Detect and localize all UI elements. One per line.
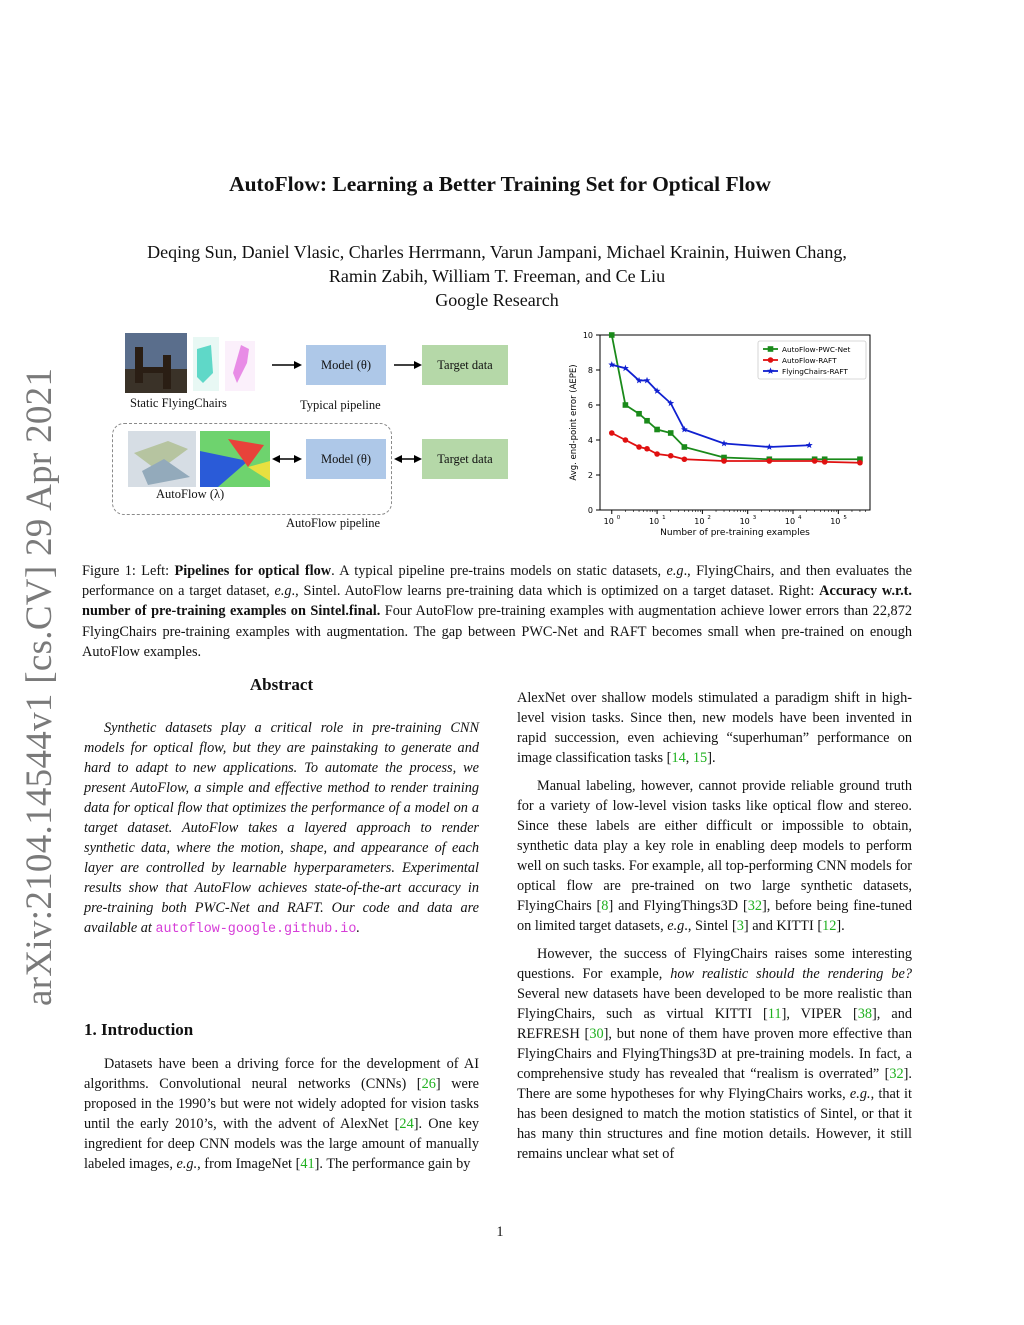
caption-text: Figure 1: Left: (82, 563, 175, 579)
author-block (82, 240, 912, 312)
right-column (517, 688, 912, 1164)
x-tick-label: 10 (830, 517, 841, 526)
x-tick-exponent: 5 (843, 515, 847, 521)
body-text: AlexNet over shallow models stimulated a paradigm shift in high-level vision tasks. Since then, new models have been invented in rapid succession, even achieving “superhuman” performance on image classification tasks [ (517, 690, 912, 766)
x-tick-exponent: 3 (752, 515, 757, 521)
body-text: ., Sintel [ (684, 918, 737, 934)
legend (758, 341, 866, 379)
body-text: Manual labeling, however, cannot provide reliable ground truth for a variety of low-level vision tasks like optical flow and stereo. Since these labels are either difficult or impossible to obtain, synthetic data play a key role in enabling deep models to perform well on such tasks. For example, all top-performing CNN models for optical flow are pre-trained on two large synthetic datasets, FlyingChairs [ (517, 778, 912, 914)
data-point (636, 444, 642, 450)
y-tick-label: 6 (587, 401, 593, 410)
body-text: ] and FlyingThings3D [ (608, 898, 748, 914)
y-tick-label: 0 (587, 506, 593, 515)
data-point (682, 444, 688, 450)
data-point (668, 453, 674, 459)
citation-link[interactable]: 14 (671, 750, 686, 766)
figure-caption (82, 561, 912, 662)
y-tick-label: 8 (587, 366, 593, 375)
y-tick-label: 10 (582, 331, 593, 340)
citation-link[interactable]: 11 (767, 1006, 782, 1022)
body-text: However, the success of FlyingChairs raises some interesting questions. For example, (517, 946, 912, 982)
intro-body (84, 1054, 479, 1174)
body-text: ]. There are some hypotheses for why FlyingChairs works, (517, 1066, 912, 1102)
caption-italic: e.g (666, 563, 684, 579)
legend-marker (768, 346, 774, 352)
data-point (609, 430, 615, 436)
body-text: ], but none of them have proven more effective than FlyingChairs and FlyingThings3D at pre-training models. In fact, a comprehensive study has revealed that “realism is overrated” [ (517, 1026, 912, 1082)
pipeline-diagram (100, 325, 540, 540)
abstract-body: Synthetic datasets play a critical role in pre-training CNN models for optical flow, but they are painstaking to generate and hard to adapt to new applications. To automate the process, we present AutoFlow, a simple and effective method to render training data for optical flow that optimizes the performance of a model on a target dataset. AutoFlow takes a layered approach to render synthetic data, where the motion, shape, and appearance of each layer are controlled by learnable hyperparameters. Experimental results show that AutoFlow achieves state-of-the-art accuracy in pre-training both PWC-Net and RAFT. Our code and data are available at autoflow-google.github.io. (84, 720, 479, 937)
data-point (654, 427, 660, 433)
page-number: 1 (496, 1224, 504, 1240)
target-data-box: Target data (422, 345, 508, 385)
intro-text: Datasets have been a driving force for the development of AI algorithms. Convolutional neural networks (CNNs) [ (84, 1056, 479, 1092)
intro-text: ]. One key ingredient for deep CNN models was the large amount of manually labeled images, (84, 1116, 479, 1172)
body-text: Several new datasets have been developed to be more realistic than FlyingChairs, such as virtual KITTI [ (517, 986, 912, 1022)
paper-title: AutoFlow: Learning a Better Training Set for Optical Flow (229, 172, 771, 196)
x-tick-label: 10 (603, 517, 614, 526)
legend-label: AutoFlow-PWC-Net (782, 344, 851, 354)
x-tick-exponent: 1 (662, 515, 666, 521)
data-point (623, 402, 629, 408)
data-point (822, 459, 828, 465)
x-tick-label: 10 (694, 517, 705, 526)
body-text: ]. (707, 750, 716, 766)
x-tick-label: 10 (784, 517, 796, 526)
citation-link[interactable]: 15 (692, 750, 708, 766)
autoflow-lambda-label: AutoFlow (λ) (156, 487, 225, 501)
citation-link[interactable]: 24 (399, 1116, 414, 1132)
data-point (812, 458, 818, 464)
project-link[interactable]: autoflow-google.github.io (155, 922, 357, 937)
authors-line-2: Ramin Zabih, William T. Freeman, and Ce Liu (328, 266, 666, 286)
body-italic: e.g (667, 918, 685, 934)
intro-text: ] were proposed in the 1990’s but were not widely adopted for vision tasks until the early 2010’s, with the advent of AlexNet [ (84, 1076, 479, 1132)
body-text: ], before being fine-tuned on limited target datasets, (517, 898, 912, 934)
citation-link[interactable]: 12 (822, 918, 837, 934)
data-point (654, 451, 660, 457)
arrowhead (414, 361, 422, 369)
caption-text: Four AutoFlow pre-training examples with augmentation achieve lower errors than 22,872 FlyingChairs pre-training examples with augmentation. The gap between PWC-Net and RAFT becomes small when pre-trained on enough AutoFlow examples. (82, 603, 913, 660)
x-tick-exponent: 0 (616, 515, 621, 521)
arrowhead (272, 455, 280, 463)
body-text: , (685, 750, 693, 766)
y-tick-label: 2 (587, 471, 593, 480)
caption-text: . A typical pipeline pre-trains models on static datasets, (331, 563, 667, 579)
citation-link[interactable]: 3 (736, 918, 744, 934)
data-point (767, 458, 773, 464)
data-point (668, 430, 674, 436)
target-data-box-2: Target data (422, 439, 508, 479)
static-flyingchairs-label: Static FlyingChairs (130, 396, 227, 410)
legend-label: FlyingChairs-RAFT (782, 366, 848, 376)
data-point (721, 458, 727, 464)
authors-line-1: Deqing Sun, Daniel Vlasic, Charles Herrmann, Varun Jampani, Michael Krainin, Huiwen Chang, (147, 242, 847, 262)
intro-italic: e.g. (176, 1156, 198, 1172)
abstract-heading: Abstract (249, 675, 314, 694)
x-axis-label: Number of pre-training examples (660, 528, 810, 538)
abstract-text: Synthetic datasets play a critical role in pre-training CNN models for optical flow, but they are painstaking to generate and hard to adapt to new applications. To automate the process, we present AutoFlow, a simple and effective method to render training data for optical flow that optimizes the performance of a model on a target dataset. AutoFlow takes a layered approach to render synthetic data, where the motion, shape, and appearance of each layer are controlled by learnable hyperparameters. Experimental results show that AutoFlow achieves state-of-the-art accuracy in pre-training both PWC-Net and RAFT. Our code and data are available at (84, 720, 479, 936)
x-tick-label: 10 (648, 517, 660, 526)
static-flyingchairs-images (125, 333, 275, 395)
caption-bold-2: Accuracy w.r.t. number of pre-training examples on Sintel.final. (82, 583, 912, 620)
intro-text: , from ImageNet [ (197, 1156, 301, 1172)
citation-link[interactable]: 8 (601, 898, 609, 914)
caption-text: ., Sintel. AutoFlow learns pre-training data which is optimized on a target dataset. Right: (291, 583, 820, 600)
legend-marker (768, 357, 774, 363)
y-axis-label: Avg. end-point error (AEPE) (569, 364, 579, 481)
data-point (636, 411, 642, 417)
legend-label: AutoFlow-RAFT (782, 355, 837, 365)
model-box-2: Model (θ) (306, 439, 386, 479)
data-point (609, 332, 615, 338)
affiliation: Google Research (435, 290, 559, 310)
citation-link[interactable]: 38 (857, 1006, 873, 1022)
model-box: Model (θ) (306, 345, 386, 385)
body-text: ], and REFRESH [ (517, 1006, 912, 1042)
body-text: ]. (836, 918, 845, 934)
citation-link[interactable]: 32 (889, 1066, 904, 1082)
citation-link[interactable]: 41 (300, 1156, 315, 1172)
autoflow-pipeline-label: AutoFlow pipeline (286, 516, 381, 530)
intro-text: ]. The performance gain by (314, 1156, 471, 1172)
caption-bold-1: Pipelines for optical flow (174, 563, 332, 579)
x-tick-exponent: 4 (798, 515, 802, 521)
data-point (857, 460, 863, 466)
caption-italic: e.g (274, 583, 292, 600)
data-point (644, 446, 650, 452)
body-italic: how realistic should the rendering be? (670, 966, 912, 982)
data-point (644, 418, 650, 424)
x-tick-exponent: 2 (707, 515, 711, 521)
intro-heading: 1. Introduction (84, 1020, 194, 1039)
arrowhead (414, 455, 422, 463)
arrowhead (394, 455, 402, 463)
body-text: ], VIPER [ (781, 1006, 858, 1022)
typical-pipeline-label: Typical pipeline (300, 398, 381, 412)
data-point (623, 437, 629, 443)
x-tick-label: 10 (739, 517, 750, 526)
aepe-chart (560, 325, 880, 545)
arrowhead (294, 361, 302, 369)
body-italic: e.g. (849, 1086, 871, 1102)
citation-link[interactable]: 32 (747, 898, 763, 914)
arrowhead (294, 455, 302, 463)
arxiv-stamp: arXiv:2104.14544v1 [cs.CV] 29 Apr 2021 (19, 367, 60, 1006)
citation-link[interactable]: 26 (421, 1076, 436, 1092)
autoflow-images (128, 431, 272, 489)
caption-text: ., FlyingChairs, and then evaluates the performance on a target dataset, (82, 563, 912, 600)
citation-link[interactable]: 30 (589, 1026, 604, 1042)
body-text: , that it has been designed to match the motion statistics of Sintel, or that it has many thin structures and fine motion details. However, it still remains unclear what set of (517, 1086, 912, 1162)
body-text: ] and KITTI [ (743, 918, 823, 934)
y-tick-label: 4 (587, 436, 593, 445)
data-point (682, 456, 688, 462)
